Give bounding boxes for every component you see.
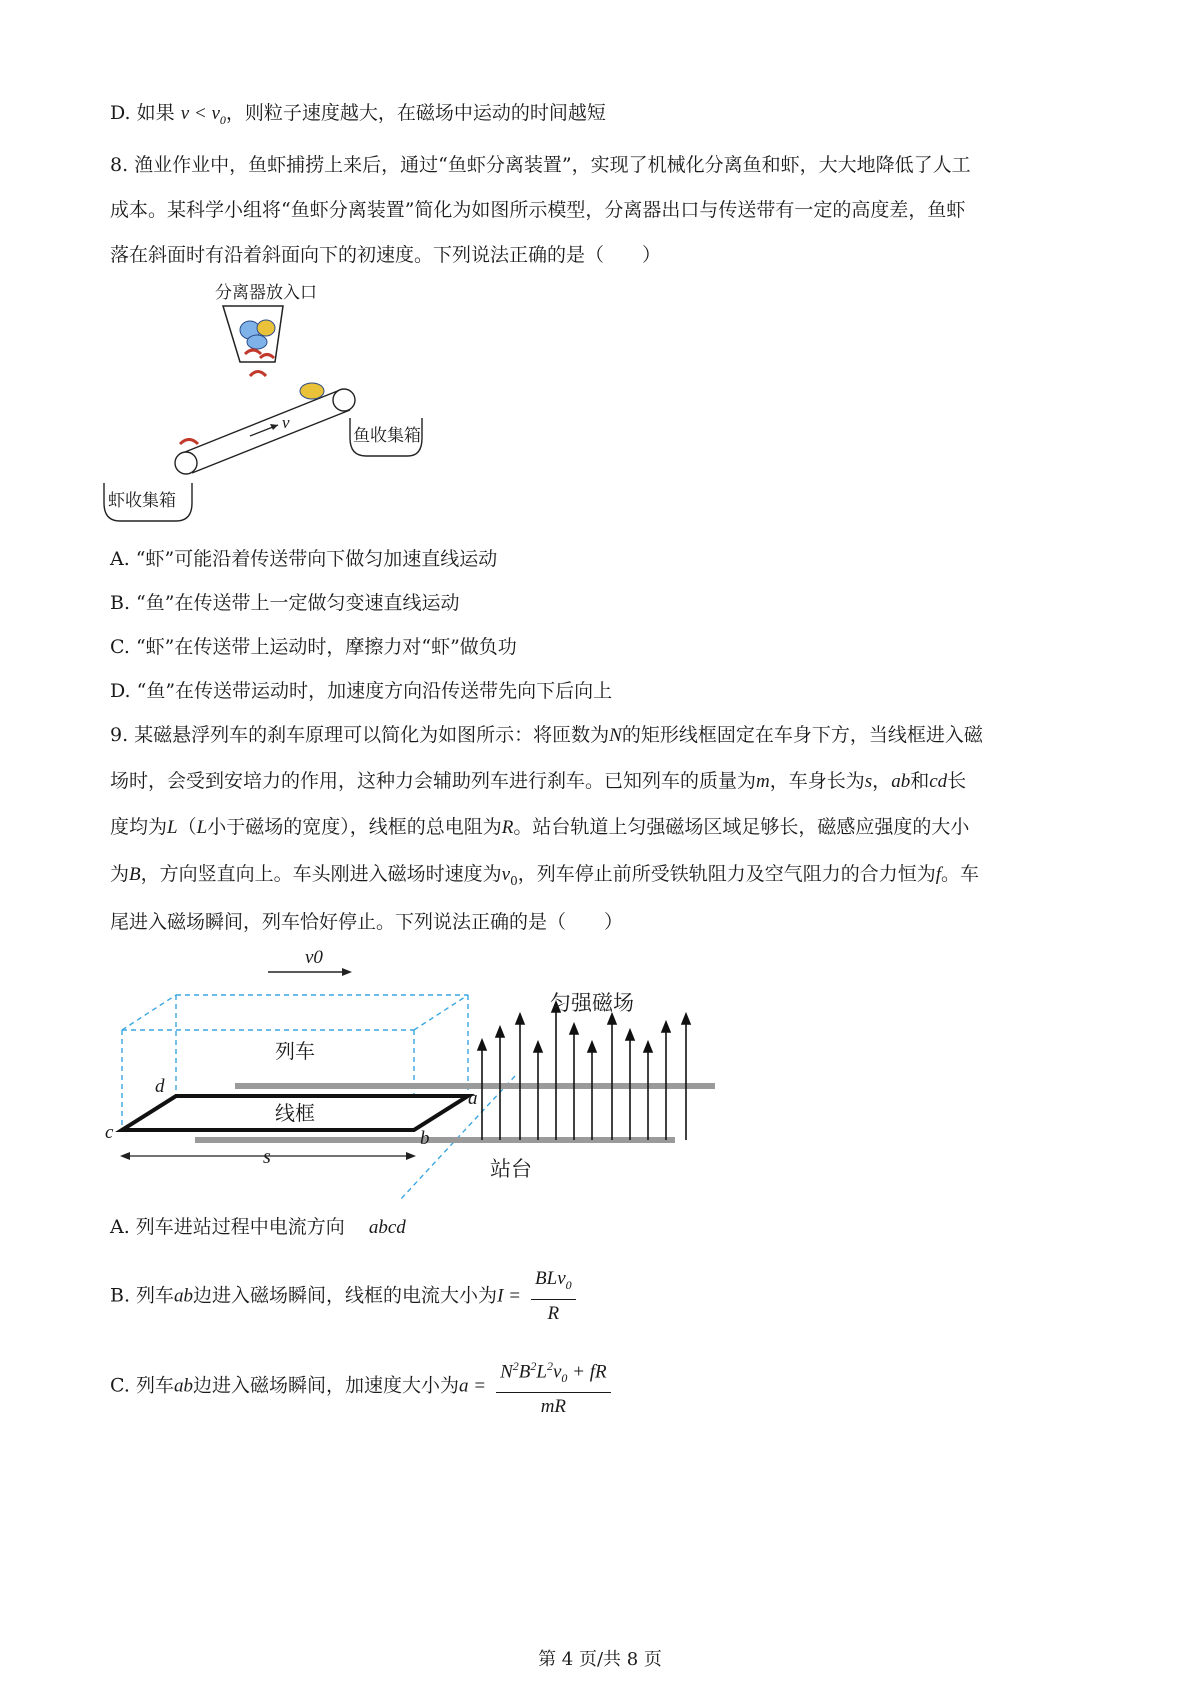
current-fraction: $\frac{BLv_0}{R}$ (531, 1268, 576, 1325)
frame-label: 线框 (275, 1101, 315, 1125)
train-label: 列车 (275, 1039, 315, 1063)
corner-d: d (155, 1076, 165, 1097)
inlet-label: 分离器放入口 (215, 283, 317, 303)
corner-a: a (468, 1088, 478, 1109)
platform-label: 站台 (490, 1157, 532, 1181)
q8-stem-line-3: 落在斜面时有沿着斜面向下的初速度。下列说法正确的是（ ） (110, 244, 662, 266)
belt-velocity-label: v (282, 413, 290, 432)
shrimp-box-label: 虾收集箱 (108, 491, 176, 511)
falling-shrimp (250, 372, 266, 377)
belt-shrimp (180, 440, 198, 445)
q8-option-d: D. “鱼”在传送带运动时，加速度方向沿传送带先向下后向上 (110, 680, 613, 702)
roller-right (333, 389, 355, 411)
hopper-shrimp (245, 350, 261, 354)
field-label: 匀强磁场 (550, 991, 634, 1015)
q9-option-b: B. 列车ab边进入磁场瞬间，线框的电流大小为I = $\frac{BLv_0}{R}$ (110, 1268, 576, 1325)
belt-bottom (192, 410, 350, 473)
separator-figure (100, 278, 480, 540)
train-velocity-label: v0 (305, 947, 323, 968)
q7-option-d-suffix: ，则粒子速度越大，在磁场中运动的时间越短 (225, 102, 606, 124)
q9-option-a: A. 列车进站过程中电流方向 abcd (110, 1216, 406, 1238)
q9-stem-line-2: 场时，会受到安培力的作用，这种力会辅助列车进行刹车。已知列车的质量为m，车身长为s，ab和cd长 (110, 770, 967, 792)
field-arrows (478, 1002, 690, 1140)
q8-option-c: C. “虾”在传送带上运动时，摩擦力对“虾”做负功 (110, 636, 517, 658)
q9-stem-line-5: 尾进入磁场瞬间，列车恰好停止。下列说法正确的是（ ） (110, 911, 624, 933)
page-footer: 第 4 页/共 8 页 (538, 1649, 662, 1670)
rail-front (195, 1137, 675, 1143)
q8-option-a: A. “虾”可能沿着传送带向下做匀加速直线运动 (110, 548, 498, 570)
q9-option-c: C. 列车ab边进入磁场瞬间，加速度大小为a = $\frac{N^2B^2L^2v_0 + fR}{mR}$ (110, 1355, 611, 1418)
length-label: s (263, 1146, 271, 1168)
fish-box-label: 鱼收集箱 (353, 426, 421, 446)
roller-left (175, 452, 197, 474)
q7-cond: $v < v_0$ (180, 103, 226, 127)
q9-stem-line-4: 为B，方向竖直向上。车头刚进入磁场时速度为$v_0$，列车停止前所受铁轨阻力及空气阻力的合力恒为f。车 (110, 863, 980, 888)
belt-top (180, 390, 340, 454)
belt-fish (300, 383, 324, 399)
q8-stem-line-1: 8. 渔业作业中，鱼虾捕捞上来后，通过“鱼虾分离装置”，实现了机械化分离鱼和虾，大大地降低了人工 (110, 154, 971, 176)
q7-option-d-prefix: D. 如果 (110, 102, 175, 124)
q9-stem-line-3: 度均为L（L小于磁场的宽度），线框的总电阻为R。站台轨道上匀强磁场区域足够长，磁感应强度的大小 (110, 816, 970, 838)
q8-stem-line-2: 成本。某科学小组将“鱼虾分离装置”简化为如图所示模型，分离器出口与传送带有一定的高度差，鱼虾 (110, 199, 966, 221)
corner-b: b (420, 1128, 430, 1149)
corner-c: c (105, 1122, 114, 1143)
acceleration-fraction: $\frac{N^2B^2L^2v_0 + fR}{mR}$ (496, 1355, 611, 1418)
q8-option-b: B. “鱼”在传送带上一定做匀变速直线运动 (110, 592, 460, 614)
maglev-figure (100, 940, 740, 1205)
q9-stem-line-1: 9. 某磁悬浮列车的刹车原理可以简化为如图所示：将匝数为N的矩形线框固定在车身下方，当线框进入磁 (110, 724, 983, 746)
q7-option-d (110, 100, 606, 133)
